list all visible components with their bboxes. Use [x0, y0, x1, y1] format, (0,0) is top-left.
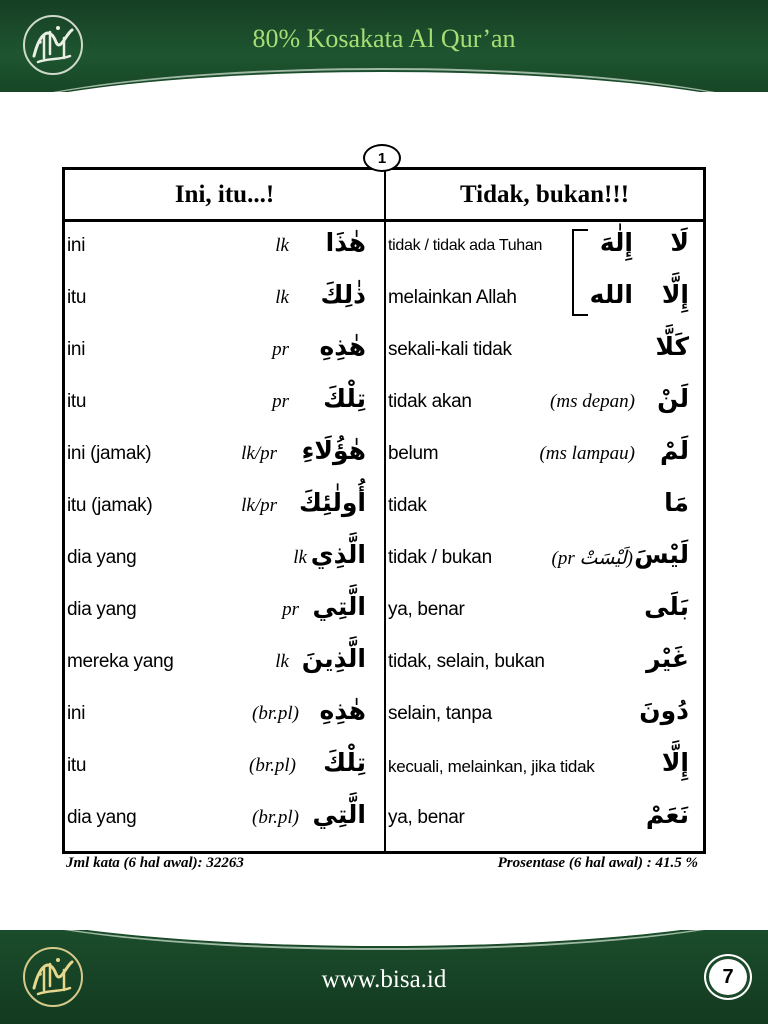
meaning-text: tidak [388, 495, 427, 516]
meaning-text: selain, tanpa [388, 703, 492, 724]
word-count-note: Jml kata (6 hal awal): 32263 [66, 855, 244, 871]
left-column-title: Ini, itu...! [174, 181, 275, 208]
left-row [65, 330, 384, 370]
arabic-word: بَلَى [644, 592, 689, 621]
right-row [386, 642, 703, 682]
meaning-text: dia yang [67, 807, 137, 828]
meaning-text: ya, benar [388, 807, 465, 828]
right-row [386, 330, 703, 370]
arabic-word: الَّذِينَ [301, 644, 366, 673]
gender-tag: lk [275, 235, 289, 256]
meaning-text: tidak / tidak ada Tuhan [388, 237, 543, 254]
meaning-text: kecuali, melainkan, jika tidak [388, 757, 595, 776]
arabic-word: لَا [670, 228, 689, 257]
percentage-note: Prosentase (6 hal awal) : 41.5 % [497, 855, 698, 871]
meaning-text: itu [67, 391, 87, 412]
gender-tag: pr [272, 391, 289, 412]
section-number-badge: 1 [363, 144, 401, 172]
left-row [65, 226, 384, 266]
arabic-word: الَّتِي [312, 800, 366, 829]
left-row [65, 538, 384, 578]
meaning-text: mereka yang [67, 651, 174, 672]
arabic-word: تِلْكَ [323, 384, 366, 413]
arabic-word: إِلَّا [661, 748, 689, 777]
left-row [65, 590, 384, 630]
website-url[interactable]: www.bisa.id [321, 966, 447, 993]
arabic-word: لَنْ [657, 384, 689, 413]
right-row [386, 746, 703, 786]
meaning-text: itu (jamak) [67, 495, 153, 516]
left-row [65, 694, 384, 734]
arabic-word: هٰذِهِ [319, 332, 366, 361]
meaning-text: itu [67, 287, 87, 308]
meaning-text: belum [388, 443, 439, 464]
meaning-text: ini [67, 235, 86, 256]
arabic-word: ذٰلِكَ [320, 280, 366, 309]
right-row [386, 434, 703, 474]
meaning-text: ya, benar [388, 599, 465, 620]
arabic-word: دُونَ [639, 696, 689, 725]
left-row [65, 746, 384, 786]
gender-tag: (br.pl) [249, 755, 296, 776]
arabic-word: غَيْر [646, 644, 689, 673]
meaning-text: ini [67, 339, 86, 360]
meaning-text: tidak, selain, bukan [388, 651, 545, 672]
right-row [386, 486, 703, 526]
meaning-text: ini (jamak) [67, 443, 152, 464]
meaning-text: ini [67, 703, 86, 724]
footer-curve [0, 930, 768, 946]
gender-tag: (br.pl) [252, 807, 299, 828]
right-column-title: Tidak, bukan!!! [459, 181, 630, 208]
left-row [65, 434, 384, 474]
left-row [65, 278, 384, 318]
page-number: 7 [706, 956, 750, 998]
usage-note: (pr لَيْسَتْ) [551, 548, 633, 569]
left-row [65, 486, 384, 526]
gender-tag: lk/pr [241, 495, 277, 516]
right-row [386, 226, 703, 266]
gender-tag: pr [282, 599, 299, 620]
arabic-word: كَلَّا [655, 332, 689, 361]
header-title: 80% Kosakata Al Qur’an [252, 24, 516, 53]
meaning-text: tidak / bukan [388, 547, 492, 568]
arabic-word: أُولٰئِكَ [299, 488, 366, 517]
meaning-text: melainkan Allah [388, 287, 517, 308]
meaning-text: dia yang [67, 599, 137, 620]
arabic-word-secondary: إِلٰهَ [599, 228, 633, 257]
right-row [386, 278, 703, 318]
arabic-word: الَّذِي [310, 540, 366, 569]
right-row [386, 694, 703, 734]
arabic-word: الَّتِي [312, 592, 366, 621]
usage-note: (ms lampau) [539, 443, 635, 464]
gender-tag: lk [275, 287, 289, 308]
meaning-text: itu [67, 755, 87, 776]
arabic-word: نَعَمْ [645, 800, 689, 829]
arabic-word: لَيْسَ [634, 540, 689, 569]
right-row [386, 590, 703, 630]
left-row [65, 798, 384, 838]
header-divider [65, 219, 703, 222]
arabic-word: مَا [664, 488, 689, 517]
arabic-word: تِلْكَ [323, 748, 366, 777]
right-row [386, 538, 703, 578]
arabic-word-secondary: الله [589, 280, 633, 309]
usage-note: (ms depan) [550, 391, 635, 412]
meaning-text: sekali-kali tidak [388, 339, 512, 360]
right-row [386, 798, 703, 838]
arabic-word: هٰؤُلَاءِ [301, 436, 366, 465]
left-row [65, 642, 384, 682]
kalimat-tauhid-bracket [572, 229, 588, 316]
gender-tag: lk [293, 547, 307, 568]
gender-tag: lk/pr [241, 443, 277, 464]
right-row [386, 382, 703, 422]
meaning-text: dia yang [67, 547, 137, 568]
gender-tag: lk [275, 651, 289, 672]
meaning-text: tidak akan [388, 391, 472, 412]
arabic-word: إِلَّا [661, 280, 689, 309]
arabic-word: لَمْ [660, 436, 689, 465]
arabic-word: هٰذِهِ [319, 696, 366, 725]
gender-tag: pr [272, 339, 289, 360]
arabic-word: هٰذَا [325, 228, 366, 257]
gender-tag: (br.pl) [252, 703, 299, 724]
left-row [65, 382, 384, 422]
